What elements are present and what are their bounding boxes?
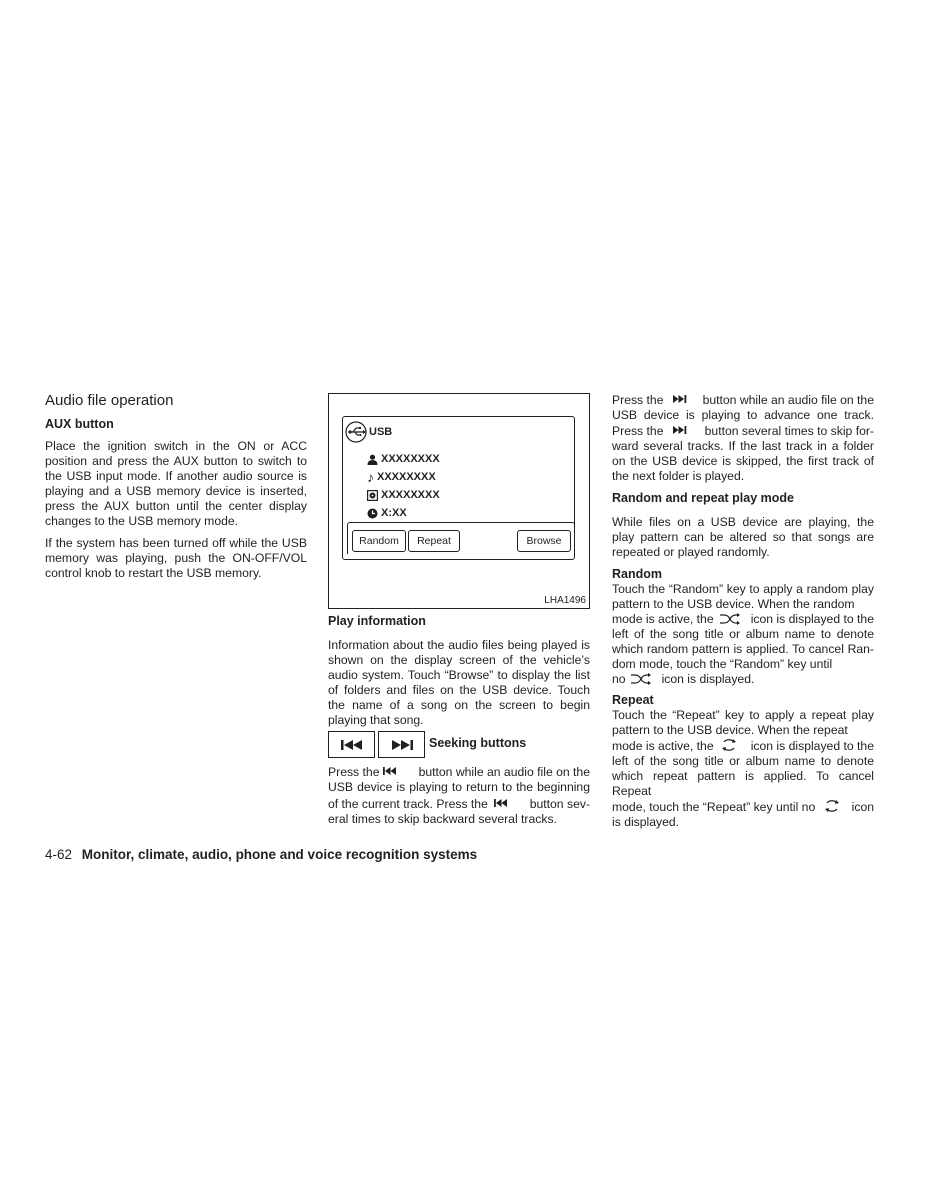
play-info-heading: Play information bbox=[328, 614, 426, 628]
forward-line-2: USB device is playing to advance one track. bbox=[612, 408, 874, 422]
middle-column bbox=[328, 614, 590, 728]
random-button[interactable]: Random bbox=[352, 530, 406, 552]
page-footer bbox=[45, 847, 477, 862]
repeat-icon bbox=[720, 738, 738, 752]
skip-back-icon bbox=[494, 799, 508, 808]
screen-button-bar bbox=[347, 522, 575, 554]
forward-line-3: Press the button several times to skip for- bbox=[612, 424, 874, 438]
seek-heading: Seeking buttons bbox=[429, 736, 527, 750]
repeat-icon bbox=[823, 799, 841, 813]
left-column bbox=[45, 392, 307, 581]
right-column bbox=[612, 393, 874, 830]
figure-id: LHA1496 bbox=[544, 595, 586, 606]
seek-line-3: of the current track. Press the button sev- bbox=[328, 797, 590, 811]
music-note-icon: ♪ bbox=[367, 469, 374, 485]
time-row bbox=[367, 507, 407, 519]
random-line-2: mode is active, the icon is displayed to the bbox=[612, 612, 874, 626]
chapter-title: Monitor, climate, audio, phone and voice recognition systems bbox=[81, 847, 478, 862]
usb-source-label: USB bbox=[369, 426, 393, 438]
album-icon bbox=[367, 490, 378, 501]
album-text: XXXXXXXX bbox=[381, 489, 440, 501]
artist-row bbox=[367, 453, 440, 465]
repeat-line-6: is displayed. bbox=[612, 815, 680, 829]
seek-back-button bbox=[328, 731, 375, 758]
song-text: XXXXXXXX bbox=[377, 471, 436, 483]
seek-line-4: eral times to skip backward several tracks. bbox=[328, 812, 557, 826]
usb-screen-figure bbox=[328, 393, 590, 609]
clock-icon bbox=[367, 508, 378, 519]
album-row bbox=[367, 489, 440, 501]
shuffle-icon bbox=[630, 673, 652, 685]
artist-text: XXXXXXXX bbox=[381, 453, 440, 465]
repeat-line-2: mode is active, the icon is displayed to the bbox=[612, 738, 874, 753]
seek-line-2: USB device is playing to return to the beginning bbox=[328, 780, 590, 794]
repeat-button[interactable]: Repeat bbox=[408, 530, 460, 552]
forward-line-1: Press the button while an audio file on the bbox=[612, 393, 874, 407]
repeat-heading: Repeat bbox=[612, 693, 654, 707]
usb-icon bbox=[345, 421, 367, 443]
random-heading: Random bbox=[612, 567, 662, 581]
seek-buttons-figure bbox=[328, 731, 590, 759]
song-row bbox=[367, 471, 436, 483]
seek-text bbox=[328, 765, 590, 827]
section-title: Audio file operation bbox=[45, 392, 174, 409]
play-info-text: Information about the audio files being played is shown on the display screen of the vehicle’s audio system. Touch “Browse” to display the list of folders and files on the USB device. Touch the name of a song on the screen to begin playing that song. bbox=[328, 638, 590, 727]
time-text: X:XX bbox=[381, 507, 407, 519]
aux-paragraph-2: If the system has been turned off while the USB memory was playing, push the ON-OFF/VOL control knob to restart the USB memory. bbox=[45, 536, 307, 580]
skip-forward-icon bbox=[673, 395, 687, 404]
random-repeat-text: While files on a USB device are playing, the play pattern can be altered so that songs are repeated or played randomly. bbox=[612, 515, 874, 559]
random-line-1: Touch the “Random” key to apply a random play pattern to the USB device. When the random bbox=[612, 582, 874, 611]
aux-paragraph-1: Place the ignition switch in the ON or ACC position and press the AUX button to switch to the USB input mode. If another audio source is playing and a USB memory device is inserted, press the AUX button until the center display changes to the USB memory mode. bbox=[45, 439, 307, 528]
skip-back-icon bbox=[383, 767, 397, 776]
page-number: 4-62 bbox=[45, 847, 73, 862]
repeat-line-1: Touch the “Repeat” key to apply a repeat play pattern to the USB device. When the repeat bbox=[612, 708, 874, 737]
repeat-middle: left of the song title or album name to denote which repeat pattern is applied. To cancel Repeat bbox=[612, 754, 874, 798]
shuffle-icon bbox=[719, 613, 741, 625]
browse-button[interactable]: Browse bbox=[517, 530, 571, 552]
person-icon bbox=[367, 454, 378, 465]
random-middle: left of the song title or album name to denote which random pattern is applied. To cancel Ran- dom mode, touch the “Random” key until bbox=[612, 627, 874, 671]
seek-forward-button bbox=[378, 731, 425, 758]
random-line-5: no icon is displayed. bbox=[612, 672, 755, 686]
skip-back-icon bbox=[340, 739, 364, 751]
usb-display-screen bbox=[342, 416, 575, 560]
forward-rest: ward several tracks. If the last track in a folder on the USB device is skipped, the first track of the next folder is played. bbox=[612, 439, 874, 483]
skip-forward-icon bbox=[673, 426, 687, 435]
seek-line-1: Press the button while an audio file on the bbox=[328, 765, 590, 779]
usb-source-row bbox=[345, 421, 392, 443]
repeat-line-5: mode, touch the “Repeat” key until no icon bbox=[612, 799, 874, 814]
skip-forward-icon bbox=[390, 739, 414, 751]
aux-heading: AUX button bbox=[45, 417, 114, 431]
random-repeat-heading: Random and repeat play mode bbox=[612, 491, 794, 505]
